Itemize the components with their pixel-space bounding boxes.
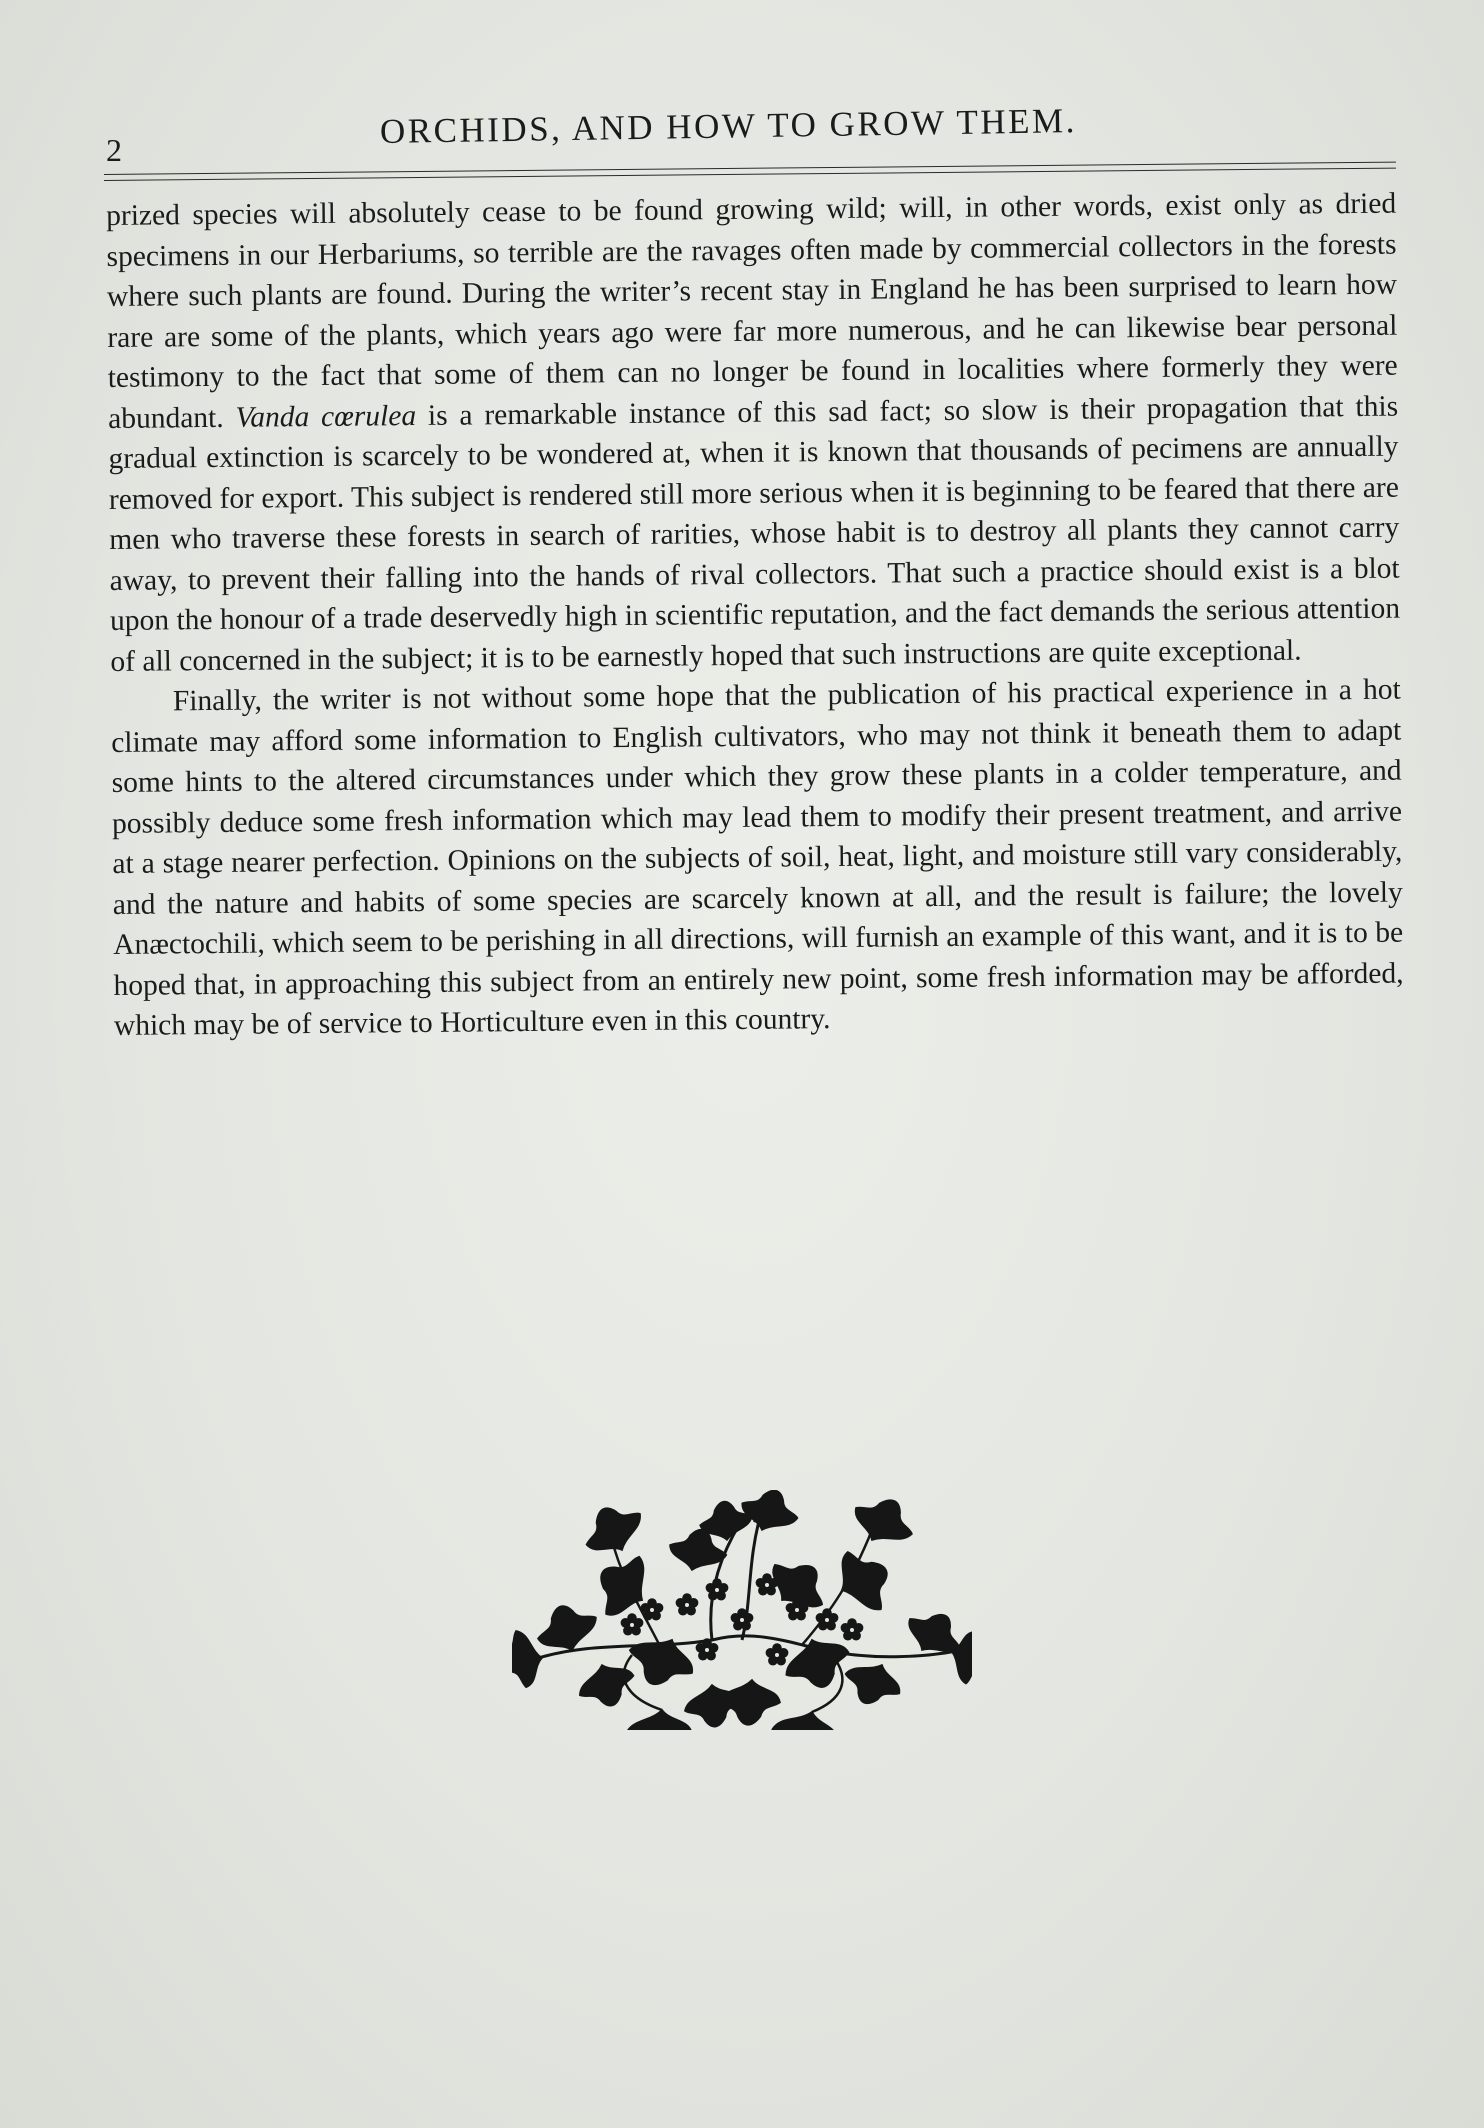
page-number: 2 — [106, 132, 123, 168]
paragraph-text: is a remarkable instance of this sad fact; so slow is their propagation that this gradual extinction is scarcely to be wondered at, when it is known that thousands of pecimens are annually removed for export. This subject is rendered still more serious when it is beginning to be feared that there are men who traverse these forests in search of rarities, whose habit is to destroy all plants they cannot carry away, to prevent their falling into the hands of rival collectors. That such a practice should exist is a blot upon the honour of a trade deservedly high in scientific reputation, and the fact demands the serious attention of all concerned in the subject; it is to be earnestly hoped that such instructions are quite exceptional. — [108, 390, 1401, 678]
running-head: ORCHIDS, AND HOW TO GROW THEM. — [379, 101, 1078, 151]
paragraph: Finally, the writer is not without some hope that the publication of his practical experience in a hot climate may afford some information to English cultivators, who may not think it beneath them to adapt some hints to the altered circumstances under which they grow these plants in a colder temperature, and possibly deduce some fresh information which may lead them to modify their present treatment, and arrive at a stage nearer perfection. Opinions on the subjects of soil, heat, light, and moisture still vary considerably, and the nature and habits of some species are scarcely known at all, and the result is failure; the lovely Anæctochili, which seem to be perishing in all directions, will furnish an example of this want, and it is to be hoped that, in approaching this subject from an entirely new point, some fresh information may be afforded, which may be of service to Horticulture even in this country. — [111, 673, 1404, 1042]
body-text — [106, 184, 1404, 1047]
paragraph-text: prized species will absolutely cease to be found growing wild; will, in other words, exist only as dried specimens in our Herbariums, so terrible are the ravages often made by commercial collectors in the forests where such plants are found. During the writer’s recent stay in England he has been surprised to learn how rare are some of the plants, which years ago were far more numerous, and he can likewise bear personal testimony to the fact that some of them can no longer be found in localities where formerly they were abundant. — [106, 187, 1398, 435]
header-rule — [104, 168, 1396, 181]
italic-species-name: Vanda cœrulea — [235, 399, 417, 434]
paragraph — [106, 184, 1401, 682]
ivy-leaf-ornament-icon — [512, 1490, 972, 1730]
